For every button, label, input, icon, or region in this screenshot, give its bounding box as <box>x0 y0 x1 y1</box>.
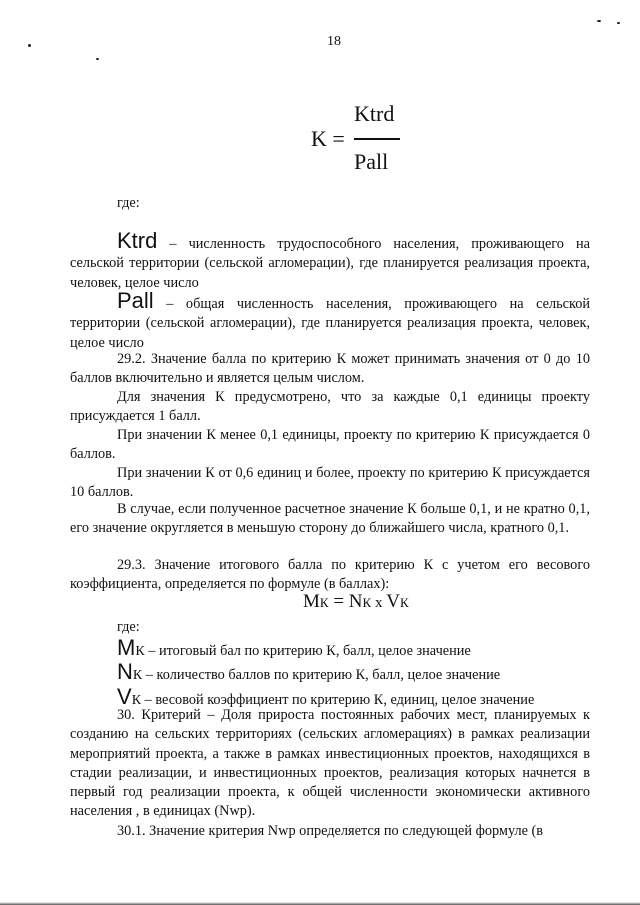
where-label: где: <box>117 195 140 211</box>
term-m: М <box>117 635 136 660</box>
formula-k-denominator: Pall <box>354 149 389 174</box>
definition-n-text: – количество баллов по критерию К, балл, целое значение <box>142 667 501 683</box>
definition-ktrd <box>70 228 590 293</box>
definition-m <box>117 635 471 661</box>
formula-m-eq: = <box>328 591 349 612</box>
scan-speck <box>597 20 601 22</box>
formula-m <box>303 591 409 613</box>
paragraph-29-2: 29.2. Значение балла по критерию К может принимать значения от 0 до 10 баллов включительно и является целым числом. <box>70 351 590 387</box>
paragraph-rounding: В случае, если полученное расчетное значение К больше 0,1, и не кратно 0,1, его значение округляется в меньшую сторону до ближайшего числа, кратного 0,1. <box>70 501 590 537</box>
formula-k-numerator: Ktrd <box>354 101 395 126</box>
paragraph-30: 30. Критерий – Доля прироста постоянных рабочих мест, планируемых к созданию на сельских территориях (сельских агломерациях) в рамках реализации мероприятий проекта, а также в рамках инвестиционных проектов, находящихся в стадии реализации, и инвестиционных проектов, реализация которых начнется в первый год реализации проекта, к общей численности экономически активного населения , в единицах (Nwp). <box>70 707 590 820</box>
where-label-2: где: <box>117 619 140 635</box>
scan-speck <box>28 44 31 47</box>
paragraph-step: Для значения К предусмотрено, что за каждые 0,1 единицы проекту присуждается 1 балл. <box>70 389 590 425</box>
term-pall: Pall <box>117 288 154 313</box>
term-ktrd: Ktrd <box>117 228 158 253</box>
fraction-bar <box>354 138 400 140</box>
paragraph-30-1: 30.1. Значение критерия Nwp определяется по следующей формуле (в <box>117 823 544 839</box>
term-m-sub: К <box>135 644 145 659</box>
definition-v-text: – весовой коэффициент по критерию К, единиц, целое значение <box>141 692 535 708</box>
term-n: N <box>117 659 133 684</box>
formula-m-sub: К <box>319 595 329 610</box>
term-n-sub: К <box>132 668 143 683</box>
formula-n-term: N <box>348 591 363 612</box>
formula-k-lhs: K = <box>311 126 345 151</box>
definition-n <box>117 659 500 685</box>
term-v: V <box>117 684 132 709</box>
paragraph-29-3: 29.3. Значение итогового балла по критерию К с учетом его весового коэффициента, определяется по формуле (в баллах): <box>70 557 590 593</box>
scan-speck <box>96 58 99 60</box>
term-v-sub: К <box>131 693 142 708</box>
formula-n-sub: К <box>362 595 372 610</box>
scan-speck <box>617 22 620 24</box>
page-number: 18 <box>327 34 341 49</box>
paragraph-less: При значении К менее 0,1 единицы, проекту по критерию К присуждается 0 баллов. <box>70 427 590 463</box>
definition-m-text: – итоговый бал по критерию К, балл, целое значение <box>144 643 471 659</box>
formula-v-term: V <box>386 591 400 612</box>
formula-times: х <box>371 595 387 611</box>
definition-ktrd-text: – численность трудоспособного населения, проживающего на сельской территории (сельской агломерации), где планируется реализация проекта, человек, целое число <box>70 236 590 291</box>
definition-pall-text: – общая численность населения, проживающего на сельской территории (сельской агломерации), где планируется реализация проекта, человек, целое число <box>70 296 590 351</box>
definition-pall <box>70 288 590 353</box>
paragraph-more: При значении К от 0,6 единиц и более, проекту по критерию К присуждается 10 баллов. <box>70 465 590 501</box>
formula-v-sub: К <box>399 595 409 610</box>
formula-m-term: М <box>303 591 320 612</box>
